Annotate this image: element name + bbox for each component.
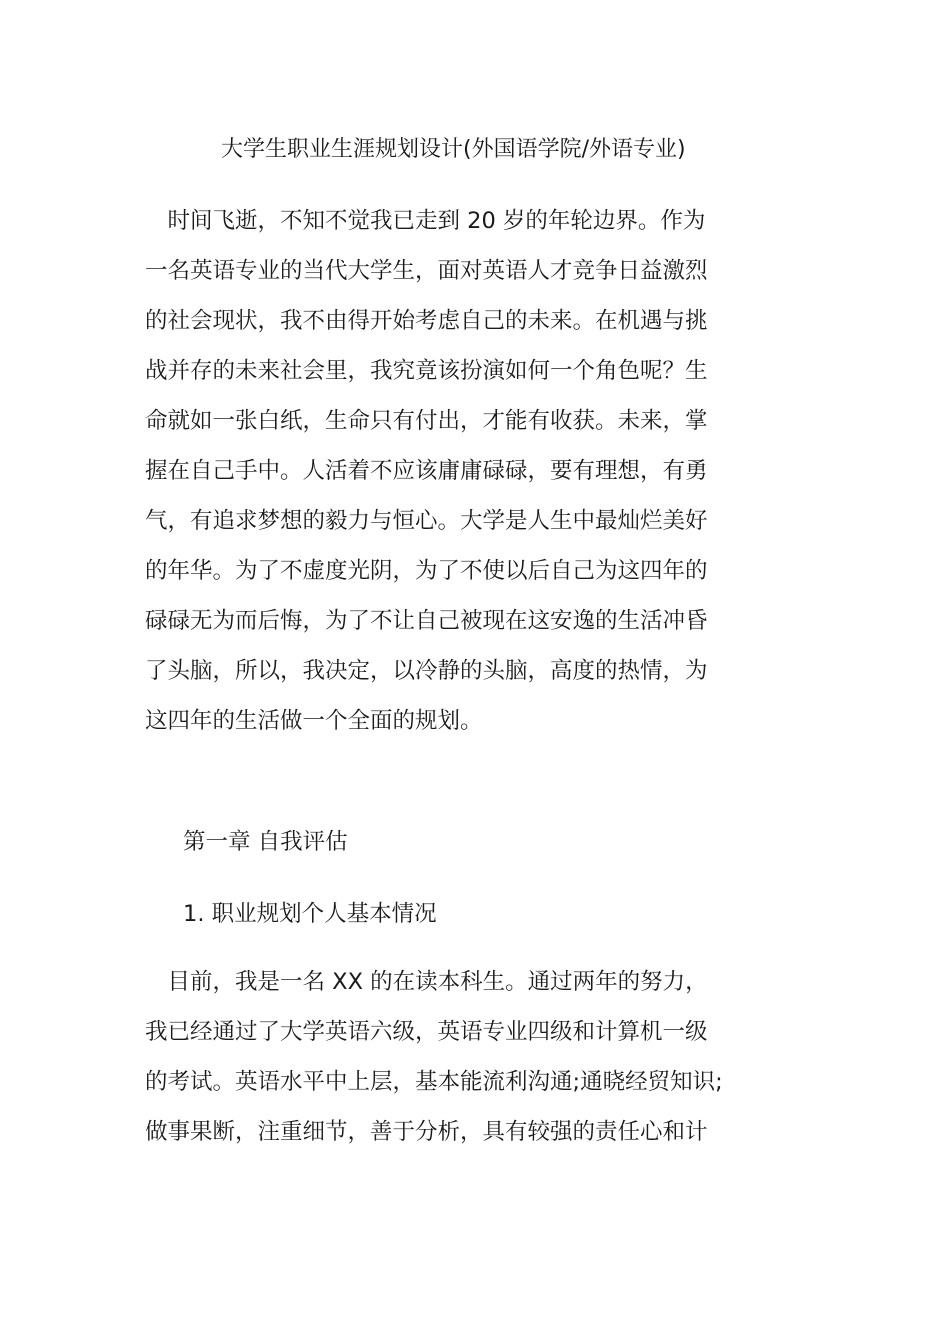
section-paragraph (145, 957, 815, 1157)
paragraph-line: 气，有追求梦想的毅力与恒心。大学是人生中最灿烂美好 (145, 508, 708, 534)
paragraph-line: 一名英语专业的当代大学生，面对英语人才竞争日益激烈 (145, 258, 708, 284)
paragraph-line: 了头脑，所以，我决定，以冷静的头脑，高度的热情，为 (145, 658, 708, 684)
paragraph-line: 时间飞逝，不知不觉我已走到 20 岁的年轮边界。作为 (145, 208, 706, 234)
intro-paragraph (145, 196, 815, 746)
paragraph-line: 的年华。为了不虚度光阴，为了不使以后自己为这四年的 (145, 558, 708, 584)
paragraph-line: 碌碌无为而后悔，为了不让自己被现在这安逸的生活冲昏 (145, 608, 708, 634)
paragraph-line: 的考试。英语水平中上层，基本能流利沟通;通晓经贸知识; (145, 1069, 723, 1095)
paragraph-line: 做事果断，注重细节，善于分析，具有较强的责任心和计 (145, 1119, 708, 1145)
paragraph-line: 战并存的未来社会里，我究竟该扮演如何一个角色呢？生 (145, 358, 708, 384)
paragraph-line: 握在自己手中。人活着不应该庸庸碌碌，要有理想，有勇 (145, 458, 708, 484)
paragraph-line: 命就如一张白纸，生命只有付出，才能有收获。未来，掌 (145, 408, 708, 434)
section-heading: 1. 职业规划个人基本情况 (183, 901, 437, 927)
paragraph-line: 这四年的生活做一个全面的规划。 (145, 708, 483, 734)
paragraph-line: 目前，我是一名 XX 的在读本科生。通过两年的努力， (145, 969, 708, 995)
chapter-heading: 第一章 自我评估 (183, 829, 348, 855)
paragraph-line: 的社会现状，我不由得开始考虑自己的未来。在机遇与挑 (145, 308, 708, 334)
document-title: 大学生职业生涯规划设计(外国语学院/外语专业) (221, 137, 686, 162)
paragraph-line: 我已经通过了大学英语六级，英语专业四级和计算机一级 (145, 1019, 708, 1045)
